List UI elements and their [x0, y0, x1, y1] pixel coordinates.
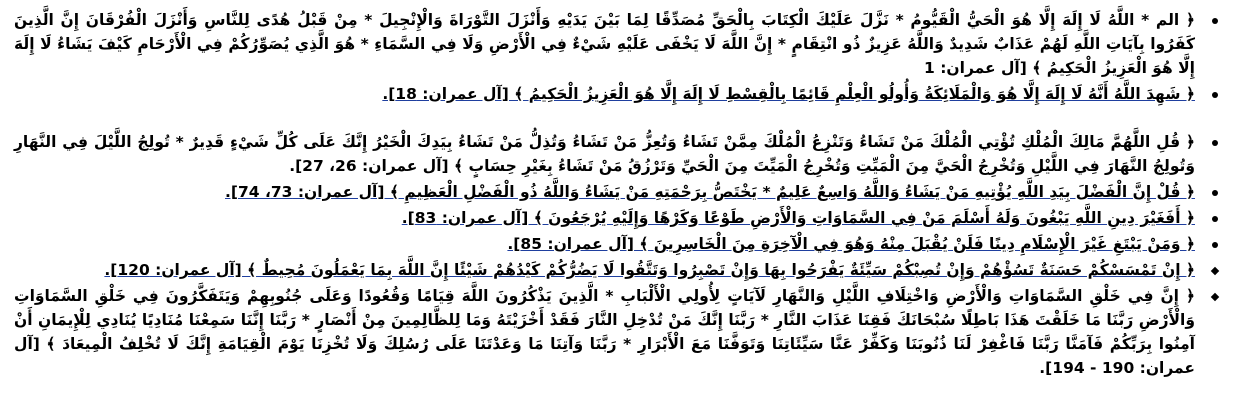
verse-item: [0, 82, 1237, 106]
verse-item: [0, 284, 1237, 380]
verse-text[interactable]: ﴿ إِنْ تَمْسَسْكُمْ حَسَنَةٌ تَسُؤْهُمْ وَإِنْ تُصِبْكُمْ سَيِّئَةٌ يَفْرَحُوا بِهَا وَإِنْ تَصْبِرُوا وَتَتَّقُوا لَا يَضُرُّكُمْ كَيْدُهُمْ شَيْئًا إِنَّ اللَّهَ بِمَا يَعْمَلُونَ مُحِيطٌ ﴾ [آل عمران: 120].: [104, 261, 1195, 279]
verse-item: [0, 180, 1237, 204]
paragraph-gap: [0, 108, 1237, 130]
verse-item: [0, 130, 1237, 178]
verse-item: [0, 258, 1237, 282]
verse-item: [0, 8, 1237, 80]
bullet-dot-icon: [1205, 8, 1225, 32]
verse-text[interactable]: ﴿ قُلْ إِنَّ الْفَضْلَ بِيَدِ اللَّهِ يُؤْتِيهِ مَنْ يَشَاءُ وَاللَّهُ وَاسِعٌ عَلِيمٌ * يَخْتَصُّ بِرَحْمَتِهِ مَنْ يَشَاءُ وَاللَّهُ ذُو الْفَضْلِ الْعَظِيمِ ﴾ [آل عمران: 73، 74].: [225, 183, 1195, 201]
bullet-dot-icon: [1205, 206, 1225, 230]
verse-text: ﴿ قُلِ اللَّهُمَّ مَالِكَ الْمُلْكِ تُؤْتِي الْمُلْكَ مَنْ تَشَاءُ وَتَنْزِعُ الْمُلْكَ مِمَّنْ تَشَاءُ وَتُعِزُّ مَنْ تَشَاءُ وَتُذِلُّ مَنْ تَشَاءُ بِيَدِكَ الْخَيْرُ إِنَّكَ عَلَى كُلِّ شَيْءٍ قَدِيرٌ * تُولِجُ اللَّيْلَ فِي النَّهَارِ وَتُولِجُ النَّهَارَ فِي اللَّيْلِ وَتُخْرِجُ الْحَيَّ مِنَ الْمَيِّتِ وَتُخْرِجُ الْمَيِّتَ مِنَ الْحَيِّ وَتَرْزُقُ مَنْ تَشَاءُ بِغَيْرِ حِسَابٍ ﴾ [آل عمران: 26، 27].: [14, 133, 1195, 175]
bullet-diamond-icon: [1205, 284, 1225, 308]
verse-text[interactable]: ﴿ أَفَغَيْرَ دِينِ اللَّهِ يَبْغُونَ وَلَهُ أَسْلَمَ مَنْ فِي السَّمَاوَاتِ وَالْأَرْضِ طَوْعًا وَكَرْهًا وَإِلَيْهِ يُرْجَعُونَ ﴾ [آل عمران: 83].: [401, 209, 1195, 227]
verse-text[interactable]: ﴿ شَهِدَ اللَّهُ أَنَّهُ لَا إِلَهَ إِلَّا هُوَ وَالْمَلَائِكَةُ وَأُولُو الْعِلْمِ قَائِمًا بِالْقِسْطِ لَا إِلَهَ إِلَّا هُوَ الْعَزِيزُ الْحَكِيمُ ﴾ [آل عمران: 18].: [382, 85, 1195, 103]
bullet-diamond-icon: [1205, 258, 1225, 282]
verse-item: [0, 206, 1237, 230]
verse-item: [0, 232, 1237, 256]
bullet-dot-icon: [1205, 232, 1225, 256]
document-body: [0, 8, 1237, 382]
bullet-dot-icon: [1205, 130, 1225, 154]
bullet-dot-icon: [1205, 180, 1225, 204]
verse-text: ﴿ الم * اللَّهُ لَا إِلَهَ إِلَّا هُوَ الْحَيُّ الْقَيُّومُ * نَزَّلَ عَلَيْكَ الْكِتَابَ بِالْحَقِّ مُصَدِّقًا لِمَا بَيْنَ يَدَيْهِ وَأَنْزَلَ التَّوْرَاةَ وَالْإِنْجِيلَ * مِنْ قَبْلُ هُدًى لِلنَّاسِ وَأَنْزَلَ الْفُرْقَانَ إِنَّ الَّذِينَ كَفَرُوا بِآيَاتِ اللَّهِ لَهُمْ عَذَابٌ شَدِيدٌ وَاللَّهُ عَزِيزٌ ذُو انْتِقَامٍ * إِنَّ اللَّهَ لَا يَخْفَى عَلَيْهِ شَيْءٌ فِي الْأَرْضِ وَلَا فِي السَّمَاءِ * هُوَ الَّذِي يُصَوِّرُكُمْ فِي الْأَرْحَامِ كَيْفَ يَشَاءُ لَا إِلَهَ إِلَّا هُوَ الْعَزِيزُ الْحَكِيمُ ﴾ [آل عمران: 1: [14, 11, 1195, 77]
verse-text[interactable]: ﴿ وَمَنْ يَبْتَغِ غَيْرَ الْإِسْلَامِ دِينًا فَلَنْ يُقْبَلَ مِنْهُ وَهُوَ فِي الْآخِرَةِ مِنَ الْخَاسِرِينَ ﴾ [آل عمران: 85].: [507, 235, 1195, 253]
verse-text: ﴿ إِنَّ فِي خَلْقِ السَّمَاوَاتِ وَالْأَرْضِ وَاخْتِلَافِ اللَّيْلِ وَالنَّهَارِ لَآيَاتٍ لِأُولِي الْأَلْبَابِ * الَّذِينَ يَذْكُرُونَ اللَّهَ قِيَامًا وَقُعُودًا وَعَلَى جُنُوبِهِمْ وَيَتَفَكَّرُونَ فِي خَلْقِ السَّمَاوَاتِ وَالْأَرْضِ رَبَّنَا مَا خَلَقْتَ هَذَا بَاطِلًا سُبْحَانَكَ فَقِنَا عَذَابَ النَّارِ * رَبَّنَا إِنَّكَ مَنْ تُدْخِلِ النَّارَ فَقَدْ أَخْزَيْتَهُ وَمَا لِلظَّالِمِينَ مِنْ أَنْصَارٍ * رَبَّنَا إِنَّنَا سَمِعْنَا مُنَادِيًا يُنَادِي لِلْإِيمَانِ أَنْ آمِنُوا بِرَبِّكُمْ فَآمَنَّا رَبَّنَا فَاغْفِرْ لَنَا ذُنُوبَنَا وَكَفِّرْ عَنَّا سَيِّئَاتِنَا وَتَوَفَّنَا مَعَ الْأَبْرَارِ * رَبَّنَا وَآتِنَا مَا وَعَدْتَنَا عَلَى رُسُلِكَ وَلَا تُخْزِنَا يَوْمَ الْقِيَامَةِ إِنَّكَ لَا تُخْلِفُ الْمِيعَادَ ﴾ [آل عمران: 190 - 194].: [14, 287, 1195, 377]
bullet-dot-icon: [1205, 82, 1225, 106]
